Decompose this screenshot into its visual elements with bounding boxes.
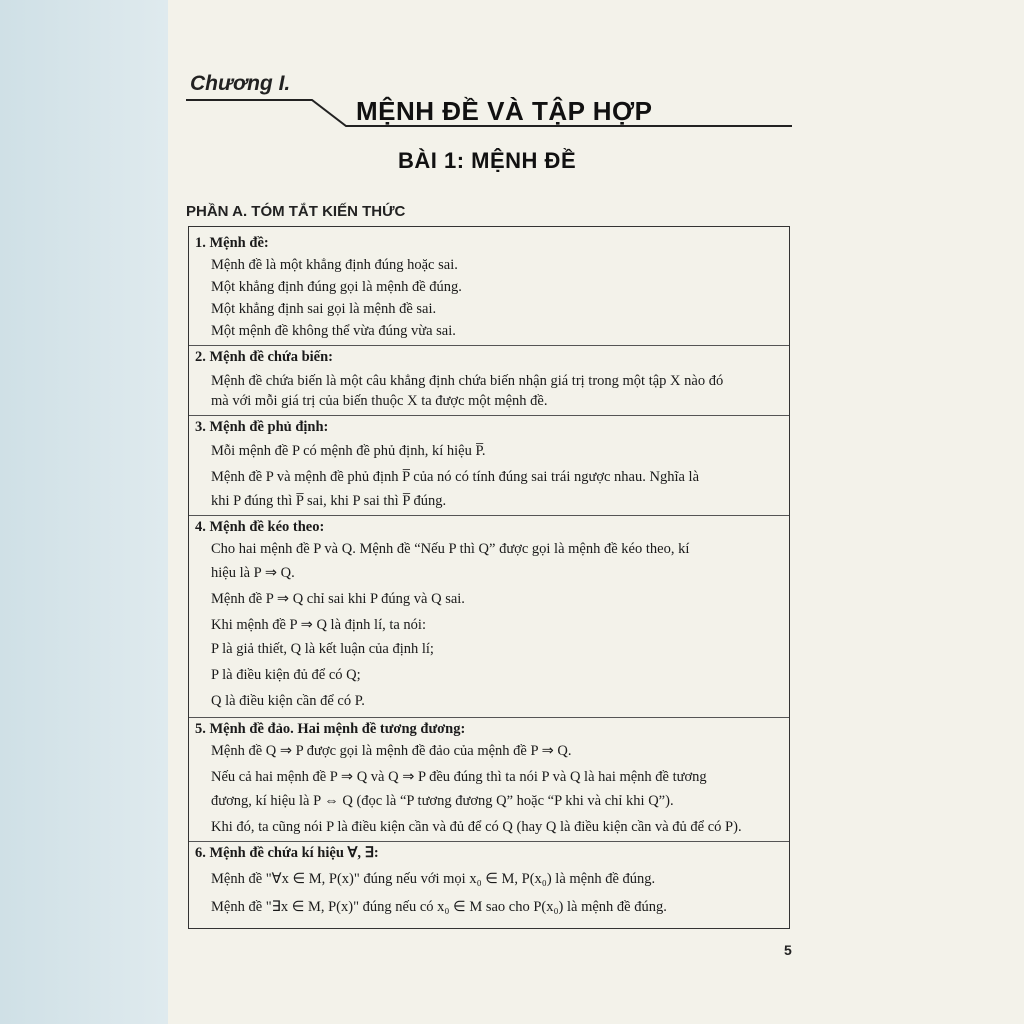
- chapter-title: MỆNH ĐỀ VÀ TẬP HỢP: [356, 96, 653, 126]
- part-heading: PHẦN A. TÓM TẮT KIẾN THỨC: [186, 203, 406, 220]
- section-heading: 5. Mệnh đề đảo. Hai mệnh đề tương đương:: [195, 721, 466, 737]
- section-heading: 2. Mệnh đề chứa biến:: [195, 349, 333, 365]
- section-divider: [189, 841, 789, 842]
- text-line: Nếu cả hai mệnh đề P ⇒ Q và Q ⇒ P đều đúng thì ta nói P và Q là hai mệnh đề tương: [211, 769, 707, 785]
- page-number: 5: [784, 942, 792, 958]
- text-line: Mệnh đề Q ⇒ P được gọi là mệnh đề đảo của mệnh đề P ⇒ Q.: [211, 743, 572, 759]
- lesson-title: BÀI 1: MỆNH ĐỀ: [398, 148, 577, 173]
- text-line: Mệnh đề "∀x ∈ M, P(x)" đúng nếu với mọi x₀ ∈ M, P(x₀) là mệnh đề đúng.: [211, 871, 656, 887]
- text-line: Một mệnh đề không thể vừa đúng vừa sai.: [211, 323, 456, 339]
- text-line: Khi mệnh đề P ⇒ Q là định lí, ta nói:: [211, 617, 426, 633]
- section-heading: 3. Mệnh đề phủ định:: [195, 419, 329, 435]
- chapter-label: Chương I.: [190, 72, 291, 95]
- section-divider: [189, 717, 789, 718]
- section-divider: [189, 345, 789, 346]
- section-divider: [189, 515, 789, 516]
- text-line: P là giả thiết, Q là kết luận của định lí;: [211, 641, 434, 657]
- text-line: hiệu là P ⇒ Q.: [211, 565, 295, 581]
- text-line: Q là điều kiện cần để có P.: [211, 693, 365, 709]
- text-line: Mệnh đề là một khẳng định đúng hoặc sai.: [211, 257, 458, 273]
- text-line: đương, kí hiệu là P ⇔ Q (đọc là “P tương đương Q” hoặc “P khi và chỉ khi Q”).: [211, 793, 674, 809]
- section-divider: [189, 415, 789, 416]
- text-line: khi P đúng thì P̅ sai, khi P sai thì P̅ đúng.: [211, 493, 447, 509]
- text-line: Mệnh đề chứa biến là một câu khẳng định chứa biến nhận giá trị trong một tập X nào đó: [211, 373, 724, 389]
- text-line: Mệnh đề P và mệnh đề phủ định P̅ của nó có tính đúng sai trái ngược nhau. Nghĩa là: [211, 469, 700, 485]
- text-line: Một khẳng định đúng gọi là mệnh đề đúng.: [211, 279, 462, 295]
- text-line: Mỗi mệnh đề P có mệnh đề phủ định, kí hiệu P̅.: [211, 443, 486, 459]
- text-line: P là điều kiện đủ để có Q;: [211, 667, 361, 683]
- text-line: Cho hai mệnh đề P và Q. Mệnh đề “Nếu P thì Q” được gọi là mệnh đề kéo theo, kí: [211, 541, 690, 557]
- text-line: Mệnh đề P ⇒ Q chỉ sai khi P đúng và Q sai.: [211, 591, 465, 607]
- text-line: mà với mỗi giá trị của biến thuộc X ta được một mệnh đề.: [211, 393, 548, 409]
- section-heading: 4. Mệnh đề kéo theo:: [195, 519, 325, 535]
- section-heading: 6. Mệnh đề chứa kí hiệu ∀, ∃:: [195, 845, 379, 861]
- page-edge: [0, 0, 168, 1024]
- section-heading: 1. Mệnh đề:: [195, 235, 269, 251]
- summary-box: [188, 226, 790, 929]
- text-line: Khi đó, ta cũng nói P là điều kiện cần và đủ để có Q (hay Q là điều kiện cần và đủ để có P).: [211, 819, 742, 835]
- text-line: Một khẳng định sai gọi là mệnh đề sai.: [211, 301, 437, 317]
- text-line: Mệnh đề "∃x ∈ M, P(x)" đúng nếu có x₀ ∈ M sao cho P(x₀) là mệnh đề đúng.: [211, 899, 667, 915]
